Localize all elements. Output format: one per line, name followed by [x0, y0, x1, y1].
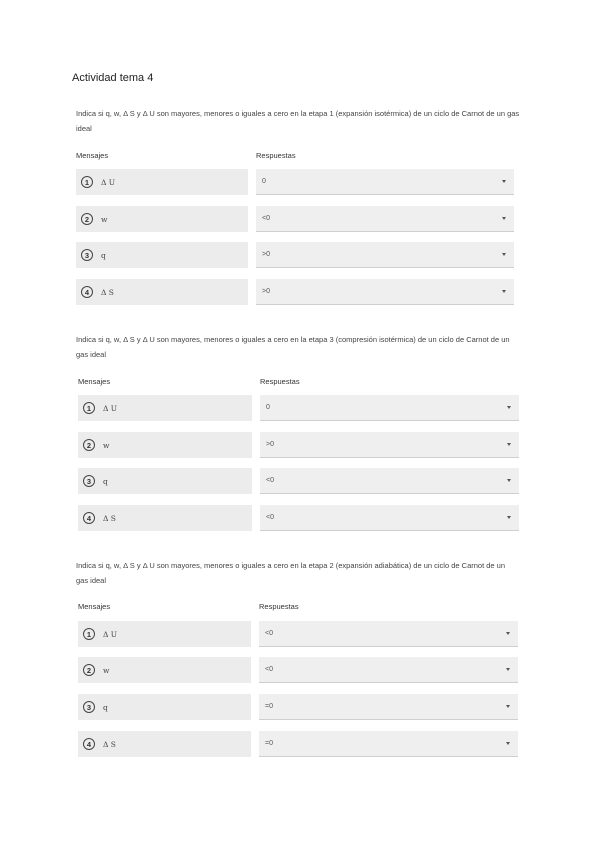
answer-value: >0 [266, 441, 274, 448]
message-item [78, 468, 252, 494]
message-item [78, 395, 252, 421]
answer-value: 0 [262, 178, 266, 185]
message-item [78, 731, 251, 757]
message-item [78, 657, 251, 683]
number-badge: 2 [83, 439, 95, 451]
match-row [0, 621, 600, 647]
answer-value: <0 [262, 215, 270, 222]
caret-down-icon [502, 217, 506, 220]
message-label: Δ U [101, 177, 116, 187]
message-item [76, 242, 248, 268]
answer-dropdown[interactable] [260, 505, 519, 531]
answers-header: Respuestas [260, 377, 300, 386]
message-label: Δ S [103, 739, 116, 749]
message-label: q [103, 476, 108, 486]
caret-down-icon [502, 253, 506, 256]
number-badge: 3 [81, 249, 93, 261]
answer-dropdown[interactable] [259, 621, 518, 647]
match-row [0, 395, 600, 421]
messages-header: Mensajes [78, 377, 111, 386]
caret-down-icon [507, 443, 511, 446]
message-item [78, 621, 251, 647]
message-label: w [101, 214, 108, 224]
number-badge: 4 [83, 738, 95, 750]
number-badge: 3 [83, 701, 95, 713]
match-row [0, 279, 600, 305]
message-label: w [103, 665, 110, 675]
messages-header: Mensajes [76, 151, 109, 160]
answer-dropdown[interactable] [260, 432, 519, 458]
answer-dropdown[interactable] [256, 279, 514, 305]
answer-dropdown[interactable] [259, 657, 518, 683]
caret-down-icon [502, 290, 506, 293]
match-row [0, 242, 600, 268]
answer-value: >0 [262, 288, 270, 295]
answer-dropdown[interactable] [256, 242, 514, 268]
answer-dropdown[interactable] [259, 731, 518, 757]
answer-value: =0 [265, 740, 273, 747]
number-badge: 4 [83, 512, 95, 524]
number-badge: 2 [83, 664, 95, 676]
page-title: Actividad tema 4 [72, 72, 154, 84]
caret-down-icon [507, 516, 511, 519]
caret-down-icon [506, 705, 510, 708]
caret-down-icon [506, 742, 510, 745]
number-badge: 4 [81, 286, 93, 298]
question-text: Indica si q, w, Δ S y Δ U son mayores, menores o iguales a cero en la etapa 2 (expansión adiabática) de un ciclo de Carnot de un gas ideal [76, 561, 506, 585]
message-label: q [101, 250, 106, 260]
answer-dropdown[interactable] [256, 169, 514, 195]
match-row [0, 657, 600, 683]
answer-value: <0 [266, 514, 274, 521]
match-row [0, 731, 600, 757]
message-item [76, 169, 248, 195]
message-item [78, 505, 252, 531]
answer-dropdown[interactable] [259, 694, 518, 720]
answer-dropdown[interactable] [260, 468, 519, 494]
message-label: Δ S [101, 287, 114, 297]
answer-dropdown[interactable] [256, 206, 514, 232]
answer-dropdown[interactable] [260, 395, 519, 421]
answer-value: >0 [262, 251, 270, 258]
number-badge: 3 [83, 475, 95, 487]
answers-header: Respuestas [256, 151, 296, 160]
answer-value: <0 [265, 630, 273, 637]
answer-value: <0 [266, 477, 274, 484]
match-row [0, 206, 600, 232]
number-badge: 1 [83, 402, 95, 414]
match-row [0, 694, 600, 720]
answers-header: Respuestas [259, 602, 299, 611]
match-row [0, 468, 600, 494]
message-item [78, 694, 251, 720]
message-label: Δ U [103, 403, 118, 413]
match-row [0, 169, 600, 195]
answer-value: <0 [265, 666, 273, 673]
answer-value: 0 [266, 404, 270, 411]
message-label: q [103, 702, 108, 712]
caret-down-icon [507, 479, 511, 482]
number-badge: 1 [83, 628, 95, 640]
answer-value: =0 [265, 703, 273, 710]
message-label: Δ S [103, 513, 116, 523]
match-row [0, 432, 600, 458]
question-text: Indica si q, w, Δ S y Δ U son mayores, menores o iguales a cero en la etapa 3 (compresión isotérmica) de un ciclo de Carnot de un gas ideal [76, 335, 510, 359]
question-text: Indica si q, w, Δ S y Δ U son mayores, menores o iguales a cero en la etapa 1 (expansión isotérmica) de un ciclo de Carnot de un gas ideal [76, 109, 520, 133]
caret-down-icon [507, 406, 511, 409]
message-item [78, 432, 252, 458]
number-badge: 2 [81, 213, 93, 225]
message-label: Δ U [103, 629, 118, 639]
caret-down-icon [506, 668, 510, 671]
message-item [76, 206, 248, 232]
caret-down-icon [506, 632, 510, 635]
message-item [76, 279, 248, 305]
message-label: w [103, 440, 110, 450]
messages-header: Mensajes [78, 602, 111, 611]
match-row [0, 505, 600, 531]
number-badge: 1 [81, 176, 93, 188]
caret-down-icon [502, 180, 506, 183]
